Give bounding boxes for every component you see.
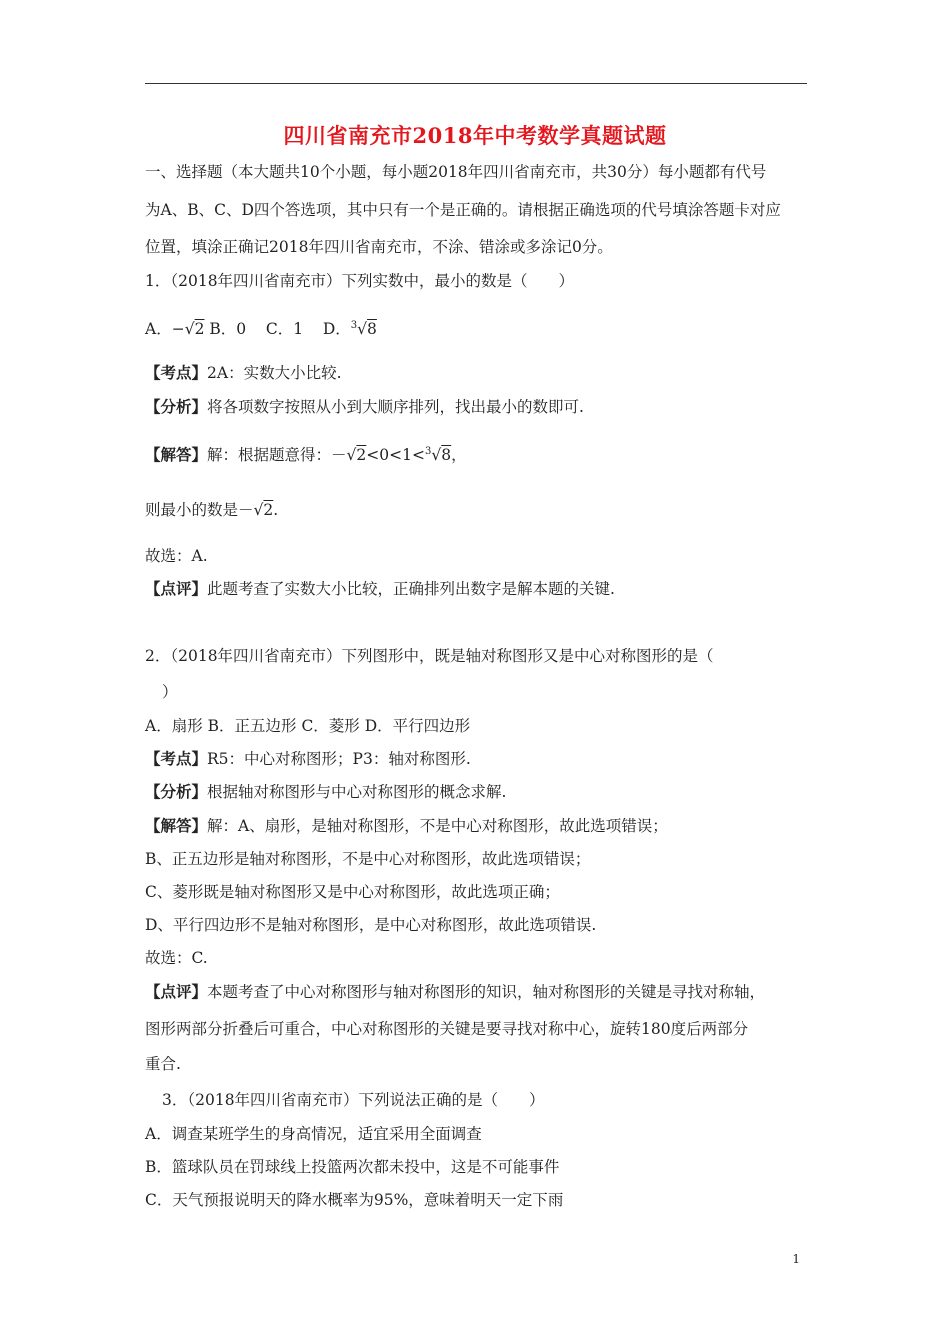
q2-fenxi-tag: 【分析】 — [145, 782, 208, 801]
q1-fenxi-text: 将各项数字按照从小到大顺序排列，找出最小的数即可. — [207, 398, 584, 416]
q1-min — [145, 500, 278, 520]
sqrt-symbol: √2 — [184, 320, 205, 339]
q2-fenxi-text: 根据轴对称图形与中心对称图形的概念求解. — [207, 783, 507, 801]
sqrt-symbol: √2 — [346, 446, 367, 465]
q2-line-b: B、正五边形是轴对称图形，不是中心对称图形，故此选项错误； — [145, 850, 591, 868]
q2-stem-cont: ） — [162, 683, 178, 701]
q2-jieda-tag: 【解答】 — [145, 816, 208, 835]
cuberoot-symbol: √8 — [357, 320, 377, 339]
q2-answer: 故选：C. — [145, 949, 208, 967]
cuberoot-symbol: √8 — [431, 446, 452, 465]
q2-dianping-line-3: 重合. — [145, 1055, 181, 1073]
q1-option-a-radicand: 2 — [194, 320, 205, 339]
q1-min-end: . — [273, 501, 279, 519]
q1-jieda-end: ， — [451, 446, 467, 465]
q1-option-a-sign: − — [171, 320, 185, 339]
q2-jieda-text: 解：A、扇形，是轴对称图形，不是中心对称图形，故此选项错误； — [207, 817, 668, 835]
q1-kaodian-tag: 【考点】 — [145, 363, 208, 382]
q1-min-radicand: 2 — [263, 501, 274, 519]
sqrt-symbol: √2 — [253, 501, 274, 519]
q3-option-c: C．天气预报说明天的降水概率为95%，意味着明天一定下雨 — [145, 1191, 564, 1209]
q2-kaodian-text: R5：中心对称图形；P3：轴对称图形. — [207, 750, 471, 768]
q1-fenxi-tag: 【分析】 — [145, 397, 208, 416]
q2-dianping-text: 本题考查了中心对称图形与轴对称图形的知识，轴对称图形的关键是寻找对称轴， — [207, 983, 766, 1001]
q3-stem: 3．（2018年四川省南充市）下列说法正确的是（ ） — [162, 1091, 545, 1109]
q2-fenxi — [145, 782, 506, 802]
q2-dianping-line-2: 图形两部分折叠后可重合，中心对称图形的关键是要寻找对称中心，旋转180度后两部分 — [145, 1020, 749, 1038]
q1-kaodian — [145, 363, 342, 383]
q3-option-a: A．调查某班学生的身高情况，适宜采用全面调查 — [145, 1125, 482, 1143]
q2-dianping-tag: 【点评】 — [145, 982, 208, 1001]
q1-jieda-mid: <0<1< — [366, 446, 425, 465]
q1-min-pre: 则最小的数是－ — [145, 501, 254, 519]
q2-jieda — [145, 816, 668, 836]
q1-option-d-radicand: 8 — [367, 320, 377, 339]
q1-fenxi — [145, 397, 584, 417]
q2-kaodian-tag: 【考点】 — [145, 749, 208, 768]
q1-options — [145, 316, 377, 339]
q1-jieda-tag: 【解答】 — [145, 445, 208, 465]
intro-line-1: 一、选择题（本大题共10个小题，每小题2018年四川省南充市，共30分）每小题都有代号 — [145, 163, 767, 181]
q2-line-d: D、平行四边形不是轴对称图形，是中心对称图形，故此选项错误. — [145, 916, 597, 934]
page-number: 1 — [792, 1252, 800, 1266]
q2-options: A．扇形 B．正五边形 C．菱形 D．平行四边形 — [145, 717, 471, 735]
q1-kaodian-text: 2A：实数大小比较. — [207, 364, 342, 382]
q1-answer: 故选：A. — [145, 547, 208, 565]
q2-kaodian — [145, 749, 471, 769]
q1-stem: 1．（2018年四川省南充市）下列实数中，最小的数是（ ） — [145, 272, 575, 290]
q2-stem: 2．（2018年四川省南充市）下列图形中，既是轴对称图形又是中心对称图形的是（ — [145, 647, 714, 665]
q1-option-b: B．0 — [209, 320, 247, 339]
header-rule — [145, 83, 807, 84]
q1-option-d-index: 3 — [350, 320, 358, 331]
q1-option-a-label: A． — [145, 320, 172, 339]
q1-jieda — [145, 442, 467, 465]
q1-dianping-tag: 【点评】 — [145, 579, 208, 598]
q1-dianping-text: 此题考查了实数大小比较，正确排列出数字是解本题的关键. — [207, 580, 615, 598]
q1-jieda-radicand-2: 8 — [441, 446, 452, 465]
q1-option-d-label: D． — [322, 320, 351, 339]
intro-line-3: 位置，填涂正确记2018年四川省南充市，不涂、错涂或多涂记0分。 — [145, 238, 613, 256]
q1-option-c: C．1 — [265, 320, 304, 339]
q3-option-b: B．篮球队员在罚球线上投篮两次都未投中，这是不可能事件 — [145, 1158, 560, 1176]
q1-jieda-pre: 解：根据题意得：－ — [207, 446, 347, 465]
q1-jieda-radicand: 2 — [356, 446, 367, 465]
q2-line-c: C、菱形既是轴对称图形又是中心对称图形，故此选项正确； — [145, 883, 560, 901]
q2-dianping — [145, 982, 765, 1002]
intro-line-2: 为A、B、C、D四个答选项，其中只有一个是正确的。请根据正确选项的代号填涂答题卡对应 — [145, 201, 781, 219]
q1-dianping — [145, 579, 615, 599]
q1-jieda-index: 3 — [424, 446, 432, 457]
page-title: 四川省南充市2018年中考数学真题试题 — [283, 123, 667, 148]
